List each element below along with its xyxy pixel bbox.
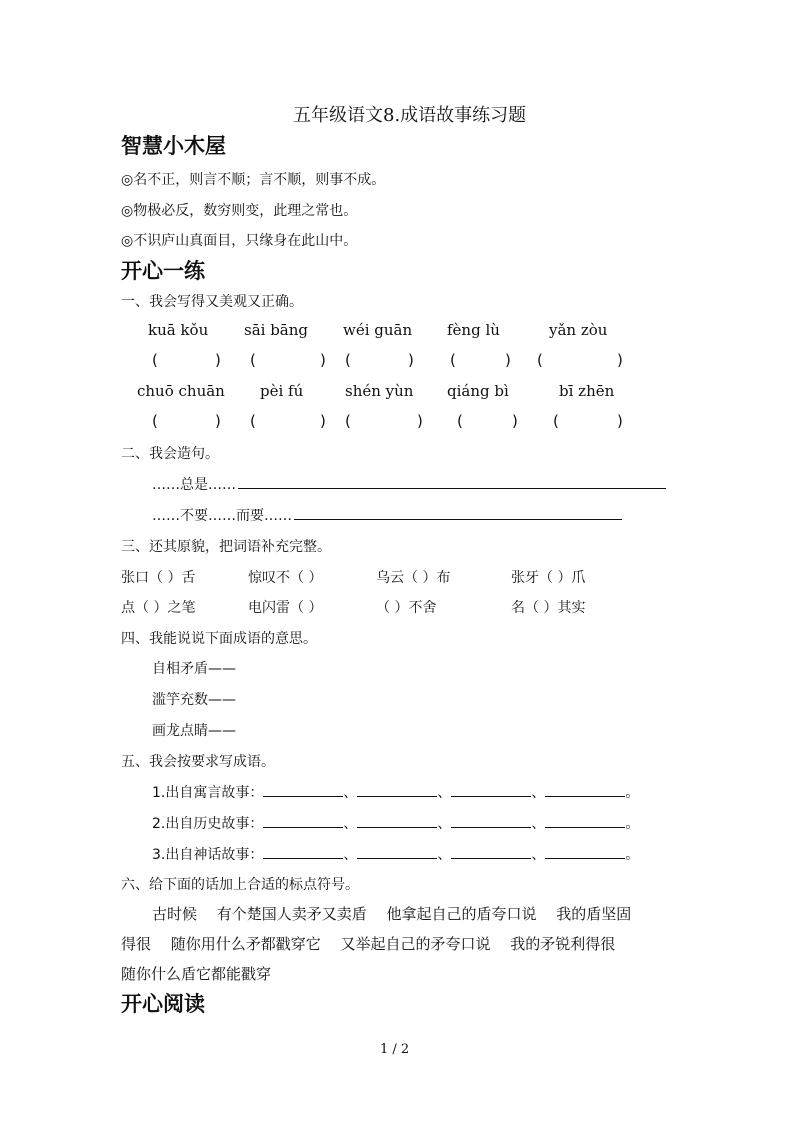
idiom-fill: 名（ ）其实 <box>511 600 586 616</box>
answer-paren-close[interactable]: ) <box>408 351 414 369</box>
answer-paren-close[interactable]: ) <box>417 412 423 430</box>
answer-paren-open[interactable]: ( <box>450 351 456 369</box>
end-mark: 。 <box>625 847 640 863</box>
quote-3: ◎不识庐山真面目，只缘身在此山中。 <box>121 233 358 249</box>
idiom-write-row <box>152 813 639 833</box>
separator: 、 <box>531 816 546 832</box>
idiom-fill: （ ）不舍 <box>376 600 437 616</box>
pinyin-item: fèng lù <box>447 321 500 339</box>
pinyin-item: qiáng bì <box>447 382 509 400</box>
answer-paren-open[interactable]: ( <box>345 412 351 430</box>
section-heading-practice: 开心一练 <box>121 259 205 283</box>
answer-line[interactable] <box>451 844 531 859</box>
answer-paren-open[interactable]: ( <box>537 351 543 369</box>
question-6-label: 六、给下面的话加上合适的标点符号。 <box>121 877 359 893</box>
punctuation-passage-line: 古时候 有个楚国人卖矛又卖盾 他拿起自己的盾夸口说 我的盾坚固 <box>152 905 632 923</box>
pinyin-item: kuā kǒu <box>148 321 209 339</box>
pinyin-item: chuō chuān <box>137 382 225 400</box>
end-mark: 。 <box>625 816 640 832</box>
answer-paren-close[interactable]: ) <box>505 351 511 369</box>
answer-paren-open[interactable]: ( <box>250 412 256 430</box>
answer-paren-open[interactable]: ( <box>457 412 463 430</box>
idiom-meaning-item: 画龙点睛—— <box>152 723 236 739</box>
pinyin-item: wéi guān <box>343 321 413 339</box>
idiom-write-row <box>152 782 639 802</box>
end-mark: 。 <box>625 785 640 801</box>
answer-line[interactable] <box>545 844 625 859</box>
answer-paren-close[interactable]: ) <box>617 351 623 369</box>
answer-paren-close[interactable]: ) <box>215 412 221 430</box>
pinyin-item: shén yùn <box>345 382 414 400</box>
answer-paren-open[interactable]: ( <box>152 412 158 430</box>
answer-line[interactable] <box>357 782 437 797</box>
sentence-prompt-text: ……总是…… <box>152 477 236 493</box>
separator: 、 <box>437 847 452 863</box>
sentence-prompt-2 <box>152 505 622 525</box>
pinyin-item: bī zhēn <box>559 382 615 400</box>
punctuation-passage-line: 得很 随你用什么矛都戳穿它 又举起自己的矛夸口说 我的矛锐利得很 <box>121 935 616 953</box>
quote-1: ◎名不正，则言不顺；言不顺，则事不成。 <box>121 172 386 188</box>
answer-paren-open[interactable]: ( <box>250 351 256 369</box>
answer-line[interactable] <box>263 782 343 797</box>
separator: 、 <box>437 816 452 832</box>
idiom-meaning-item: 自相矛盾—— <box>152 661 236 677</box>
question-3-label: 三、还其原貌，把词语补充完整。 <box>121 539 331 555</box>
idiom-write-row <box>152 844 639 864</box>
idiom-write-prompt: 2.出自历史故事： <box>152 816 264 832</box>
sentence-prompt-text: ……不要……而要…… <box>152 508 292 524</box>
page-title: 五年级语文8.成语故事练习题 <box>293 105 527 126</box>
section-heading-reading: 开心阅读 <box>121 992 205 1016</box>
pinyin-item: sāi bāng <box>244 321 309 339</box>
answer-paren-close[interactable]: ) <box>215 351 221 369</box>
separator: 、 <box>531 785 546 801</box>
answer-line[interactable] <box>238 474 666 489</box>
idiom-fill: 电闪雷（ ） <box>248 600 323 616</box>
answer-line[interactable] <box>357 844 437 859</box>
pinyin-item: yǎn zòu <box>549 321 608 339</box>
page-number: 1 / 2 <box>380 1042 410 1057</box>
pinyin-item: pèi fú <box>260 382 304 400</box>
answer-paren-close[interactable]: ) <box>320 351 326 369</box>
separator: 、 <box>531 847 546 863</box>
sentence-prompt-1 <box>152 474 666 494</box>
idiom-meaning-item: 滥竽充数—— <box>152 692 236 708</box>
answer-paren-close[interactable]: ) <box>512 412 518 430</box>
answer-paren-close[interactable]: ) <box>617 412 623 430</box>
answer-line[interactable] <box>357 813 437 828</box>
punctuation-passage-line: 随你什么盾它都能戳穿 <box>121 965 272 983</box>
idiom-fill: 惊叹不（ ） <box>248 570 323 586</box>
quote-2: ◎物极必反，数穷则变，此理之常也。 <box>121 203 358 219</box>
separator: 、 <box>437 785 452 801</box>
answer-line[interactable] <box>263 844 343 859</box>
idiom-fill: 张口（ ）舌 <box>121 570 196 586</box>
answer-line[interactable] <box>294 505 622 520</box>
answer-paren-open[interactable]: ( <box>152 351 158 369</box>
separator: 、 <box>343 847 358 863</box>
section-heading-wisdom: 智慧小木屋 <box>121 134 226 158</box>
separator: 、 <box>343 785 358 801</box>
idiom-fill: 乌云（ ）布 <box>376 570 451 586</box>
answer-line[interactable] <box>263 813 343 828</box>
question-1-label: 一、我会写得又美观又正确。 <box>121 294 303 310</box>
answer-line[interactable] <box>545 813 625 828</box>
idiom-write-prompt: 3.出自神话故事： <box>152 847 264 863</box>
answer-paren-close[interactable]: ) <box>320 412 326 430</box>
answer-line[interactable] <box>545 782 625 797</box>
idiom-fill: 张牙（ ）爪 <box>511 570 586 586</box>
answer-line[interactable] <box>451 813 531 828</box>
separator: 、 <box>343 816 358 832</box>
idiom-fill: 点（ ）之笔 <box>121 600 196 616</box>
answer-paren-open[interactable]: ( <box>345 351 351 369</box>
answer-paren-open[interactable]: ( <box>553 412 559 430</box>
question-5-label: 五、我会按要求写成语。 <box>121 754 275 770</box>
question-4-label: 四、我能说说下面成语的意思。 <box>121 631 317 647</box>
idiom-write-prompt: 1.出自寓言故事： <box>152 785 264 801</box>
question-2-label: 二、我会造句。 <box>121 446 219 462</box>
answer-line[interactable] <box>451 782 531 797</box>
